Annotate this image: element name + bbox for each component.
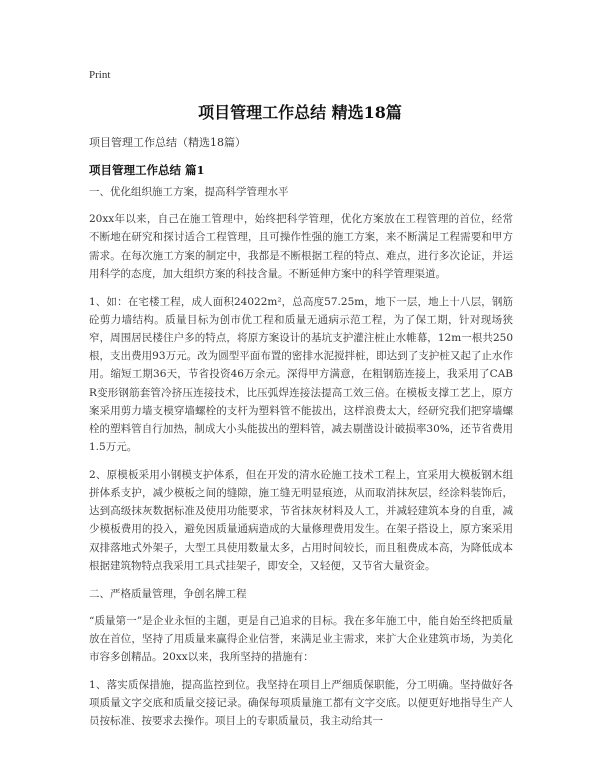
body-paragraph-3: 2、原模板采用小钢模支护体系，但在开发的清水砼施工技术工程上，宜采用大模板钢木组拼体系支护，减少模板之间的缝隙，施工缝无明显痕迹，从而取消抹灰层，经涂料装饰后，达到高级抹灰数据标准及使用功能要求，节省抹灰材料及人工，并减轻建筑本身的自重，减少模板费用的投入，避免因质量通病造成的大量修理费用发生。在架子搭设上，原方案采用双排落地式外架子，大型工具使用数量太多，占用时间较长，而且租费成本高，为降低成本根据建筑物特点我采用工具式挂架子，即安全，又轻便，又节省大量资金。: [89, 468, 513, 572]
body-paragraph-5: 1、落实质保措施，提高监控到位。我坚持在项目上严细质保职能，分工明确。坚持做好各项质量文字交底和质量交接记录。确保每项质量施工都有文字交底。以便更好地指导生产人员按标准、按要求去操作。项目上的专职质量员，我主动给其一: [89, 678, 513, 728]
body-paragraph-4: “质量第一”是企业永恒的主题，更是自己追求的目标。我在多年施工中，能自始至终把质量放在首位，坚持了用质量来赢得企业信誉，来满足业主需求，来扩大企业建筑市场，为美化市容多创精品。20xx以来，我所坚持的措施有：: [89, 614, 513, 664]
document-subtitle: 项目管理工作总结（精选18篇）: [89, 136, 246, 149]
section-heading: 项目管理工作总结 篇1: [89, 163, 205, 177]
document-title: 项目管理工作总结 精选18篇: [198, 103, 402, 122]
print-link[interactable]: Print: [89, 69, 111, 81]
body-subheading-1: 一、优化组织施工方案，提高科学管理水平: [89, 186, 289, 198]
body-paragraph-2: 1、如：在宅楼工程，成人面积24022m²，总高度57.25m，地下一层，地上十八层，钢筋砼剪力墙结构。质量目标为创市优工程和质量无通病示范工程，为了保工期，针对现场狭窄，周围居民楼住户多的特点，将原方案设计的基坑支护灌注桩止水帷幕，12m一根共250根，支出费用93万元。改为圆型平面布置的密排水泥搅拌桩，即达到了支护桩又起了止水作用。缩短工期36天，节省投资46万余元。深得甲方满意，在粗钢筋连接上，我采用了CABR变形钢筋套管冷挤压连接技术，比压弧焊连接法提高工效三倍。在模板支撑工艺上，原方案采用剪力墙支模穿墙螺栓的支杆为塑料管不能拔出，这样浪费太大，经研究我们把穿墙螺栓的塑料管自行加热，制成大小头能拔出的塑料管，减去剔凿设计破损率30%，还节省费用1.5万元。: [89, 295, 513, 454]
body-paragraph-1: 20xx年以来，自己在施工管理中，始终把科学管理，优化方案放在工程管理的首位，经常不断地在研究和探讨适合工程管理，且可操作性强的施工方案，来不断满足工程需要和甲方需求。在每次施工方案的制定中，我都是不断根据工程的特点、难点，进行多次论证，并运用科学的态度，加大组织方案的科技含量。不断延伸方案中的科学管理渠道。: [89, 213, 513, 280]
document-body: [89, 183, 513, 740]
body-subheading-2: 二、严格质量管理，争创名牌工程: [89, 587, 247, 600]
